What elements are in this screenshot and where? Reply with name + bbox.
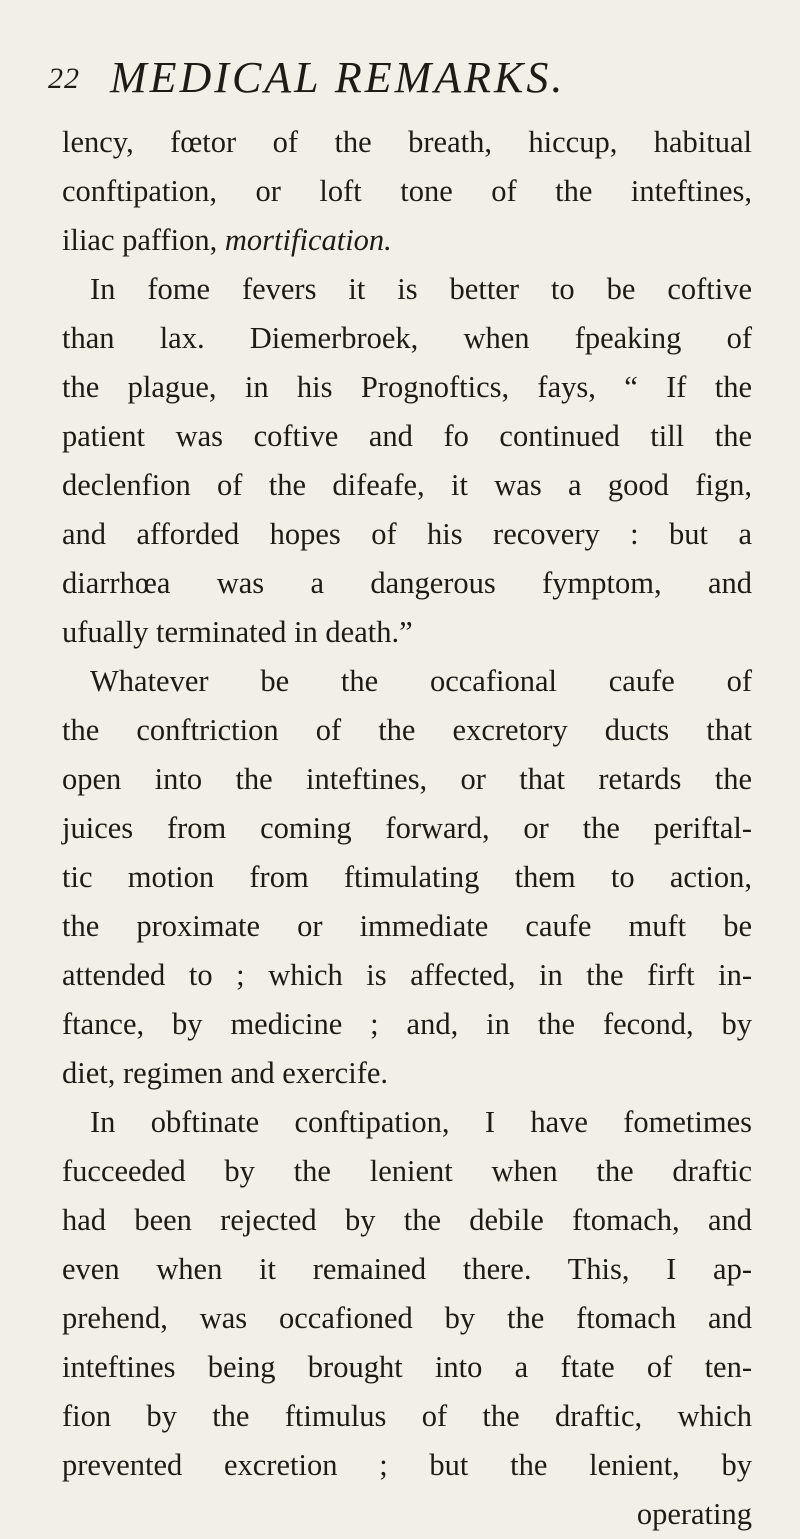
text-line: attended to ; which is affected, in the firft in- <box>62 958 752 992</box>
italic-text: mortification. <box>224 223 392 257</box>
text-line: the proximate or immediate caufe muft be <box>62 909 752 943</box>
page-number: 22 <box>48 62 80 95</box>
body-text <box>62 118 752 1539</box>
running-title: MEDICAL REMARKS. <box>110 53 566 102</box>
text-line: the conftriction of the excretory ducts that <box>62 713 752 747</box>
text-line: prehend, was occafioned by the ftomach and <box>62 1301 752 1335</box>
text-line: ftance, by medicine ; and, in the fecond, by <box>62 1007 752 1041</box>
text-line: declenfion of the difeafe, it was a good fign, <box>62 468 752 502</box>
text-line: and afforded hopes of his recovery : but a <box>62 517 752 551</box>
text-line <box>62 216 752 265</box>
text-line: fucceeded by the lenient when the draftic <box>62 1154 752 1188</box>
text-line: juices from coming forward, or the periftal- <box>62 811 752 845</box>
paragraph-start: In obftinate conftipation, I have fometimes <box>90 1105 752 1139</box>
text-line: had been rejected by the debile ftomach, and <box>62 1203 752 1237</box>
paragraph-start: Whatever be the occafional caufe of <box>90 664 752 698</box>
text-line: diet, regimen and exercife. <box>62 1056 389 1090</box>
text-line: the plague, in his Prognoftics, fays, “ If the <box>62 370 752 404</box>
text-line: tic motion from ftimulating them to action, <box>62 860 752 894</box>
text-line: even when it remained there. This, I ap- <box>62 1252 752 1286</box>
page-header <box>48 52 768 108</box>
text-line: fion by the ftimulus of the draftic, which <box>62 1399 752 1433</box>
text-line: lency, fœtor of the breath, hiccup, habitual <box>62 125 752 159</box>
text-line: diarrhœa was a dangerous fymptom, and <box>62 566 752 600</box>
text-line: than lax. Diemerbroek, when fpeaking of <box>62 321 752 355</box>
catchword: operating <box>636 1497 752 1531</box>
text-line: ufually terminated in death.” <box>62 615 413 649</box>
text-span: iliac paffion, <box>62 223 218 257</box>
text-line: conftipation, or loft tone of the inteftines, <box>62 174 752 208</box>
paragraph-start: In fome fevers it is better to be coftive <box>90 272 752 306</box>
text-line: patient was coftive and fo continued till the <box>62 419 752 453</box>
text-line: prevented excretion ; but the lenient, by <box>62 1448 752 1482</box>
text-line: inteftines being brought into a ftate of ten- <box>62 1350 752 1384</box>
text-line: open into the inteftines, or that retards the <box>62 762 752 796</box>
